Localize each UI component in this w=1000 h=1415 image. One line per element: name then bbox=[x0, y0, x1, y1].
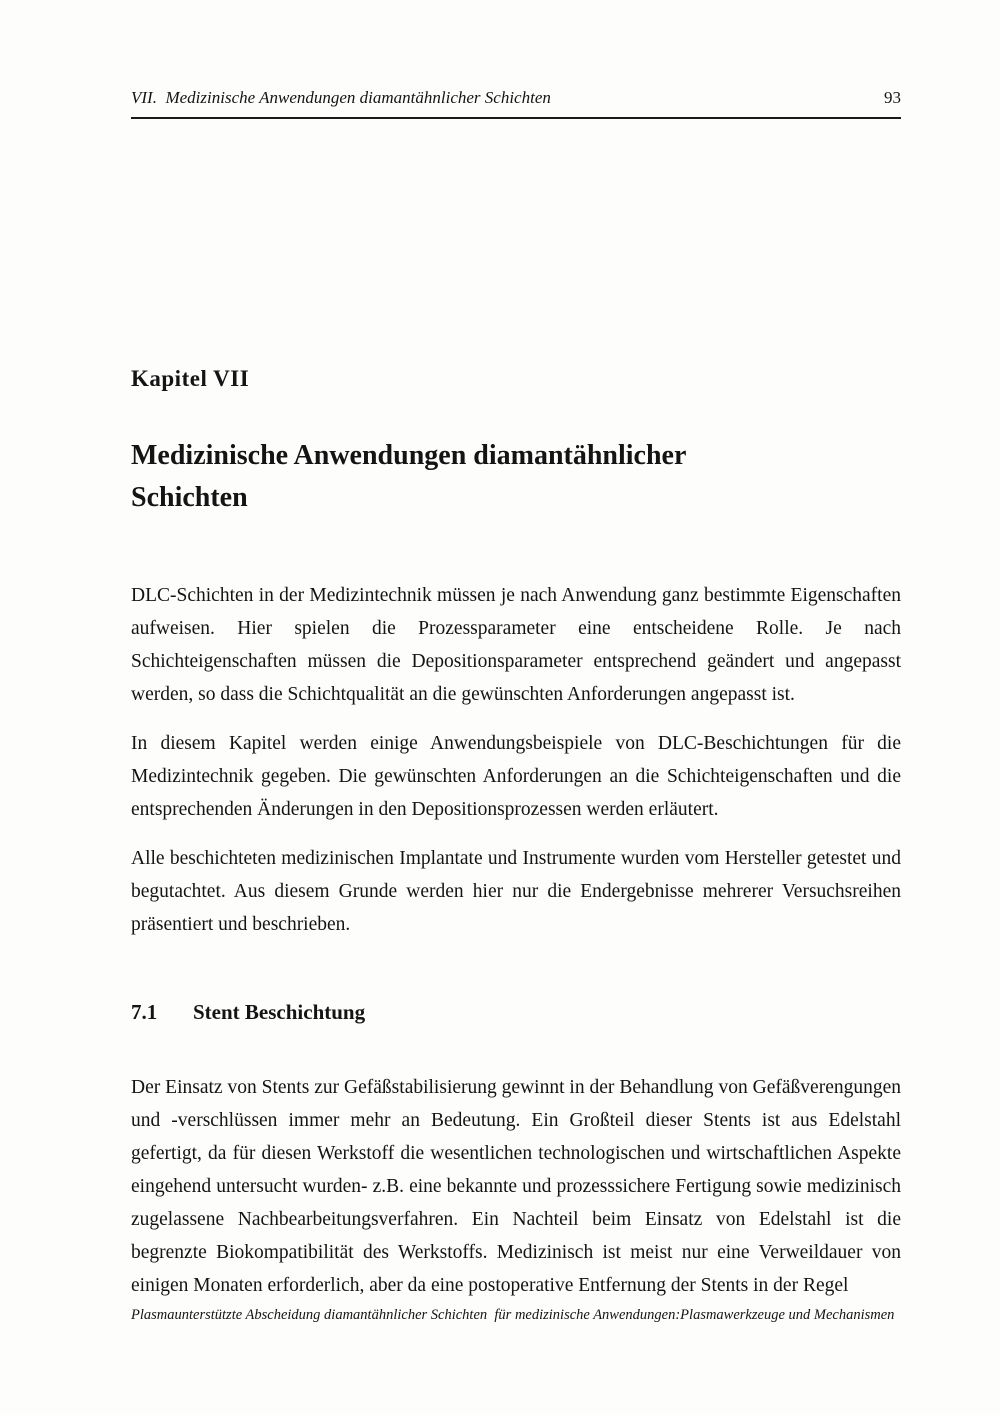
intro-paragraph-1: DLC-Schichten in der Medizintechnik müssen je nach Anwendung ganz bestimmte Eigenschaften aufweisen. Hier spielen die Prozessparameter eine entscheidene Rolle. Je nach Schichteigenschaften müssen die Depositionsparameter entsprechend geändert und angepasst werden, so dass die Schichtqualität an die gewünschten Anforderungen angepasst ist. bbox=[131, 585, 901, 705]
intro-paragraph-3: Alle beschichteten medizinischen Implantate und Instrumente wurden vom Hersteller getestet und begutachtet. Aus diesem Grunde werden hier nur die Endergebnisse mehrerer Versuchsreihen präsentiert und beschrieben. bbox=[131, 848, 901, 935]
page-header bbox=[131, 0, 901, 119]
section-paragraph-1: Der Einsatz von Stents zur Gefäßstabilisierung gewinnt in der Behandlung von Gefäßverengungen und -verschlüssen immer mehr an Bedeutung. Ein Großteil dieser Stents ist aus Edelstahl gefertigt, da für diesen Werkstoff die wesentlichen technologischen und wirtschaftlichen Aspekte eingehend untersucht wurden- z.B. eine bekannte und prozesssichere Fertigung sowie medizinisch zugelassene Nachbearbeitungsverfahren. Ein Nachteil beim Einsatz von Edelstahl ist die begrenzte Biokompatibilität des Werkstoffs. Medizinisch ist meist nur eine Verweildauer von einigen Monaten erforderlich, aber da eine postoperative Entfernung der Stents in der Regel bbox=[131, 1077, 901, 1296]
intro-paragraph-2: In diesem Kapitel werden einige Anwendungsbeispiele von DLC-Beschichtungen für die Medizintechnik gegeben. Die gewünschten Anforderungen an die Schichteigenschaften und die entsprechenden Änderungen in den Depositionsprozessen werden erläutert. bbox=[131, 733, 901, 820]
header-rule bbox=[131, 117, 901, 119]
chapter-label: Kapitel VII bbox=[131, 366, 250, 391]
page-footer: Plasmaunterstützte Abscheidung diamantähnlicher Schichten für medizinische Anwendungen:Plasmawerkzeuge und Mechanismen bbox=[131, 1307, 895, 1323]
running-title: VII. Medizinische Anwendungen diamantähnlicher Schichten bbox=[131, 88, 551, 107]
intro-text bbox=[131, 579, 901, 941]
section-title: Stent Beschichtung bbox=[193, 1000, 366, 1024]
section-number: 7.1 bbox=[131, 1000, 158, 1024]
section-heading-7-1 bbox=[131, 999, 901, 1025]
section-7-1-body bbox=[131, 1071, 901, 1302]
header-row bbox=[131, 88, 901, 108]
chapter-title: Medizinische Anwendungen diamantähnlicher Schichten bbox=[131, 440, 686, 513]
page-content bbox=[131, 0, 901, 1302]
page-number: 93 bbox=[884, 88, 901, 107]
